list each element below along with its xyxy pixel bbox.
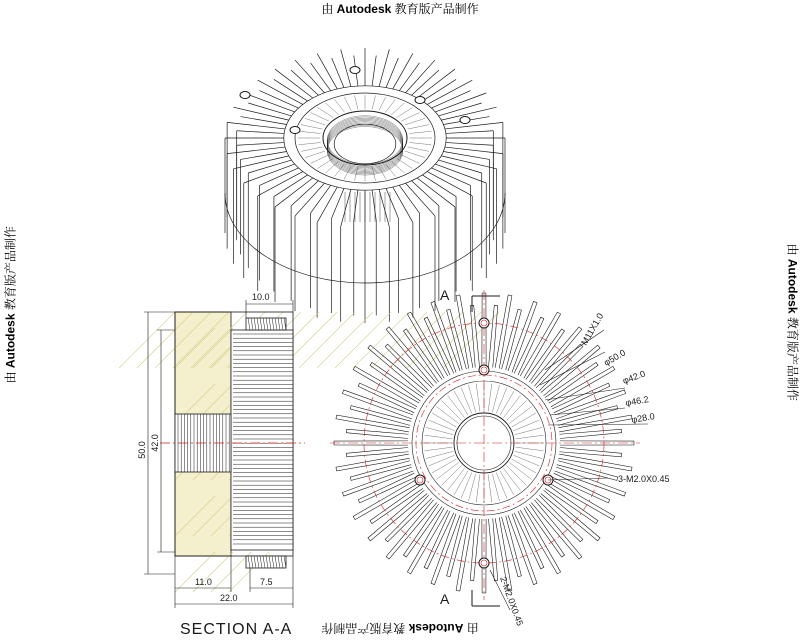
iso-fin-top <box>317 53 337 89</box>
iso-fin-top <box>372 190 376 220</box>
iso-rib <box>317 107 333 117</box>
iso-fin-top <box>441 156 496 169</box>
iso-screw-hole <box>240 92 250 99</box>
iso-bore-thread <box>327 122 403 171</box>
screw-hole <box>479 365 489 375</box>
iso-fin-top <box>354 190 358 220</box>
iso-fin-top <box>341 189 351 226</box>
iso-rib <box>305 118 325 125</box>
iso-fin-top <box>341 49 351 86</box>
dim-thread: M11X1.0 <box>579 311 606 347</box>
fin <box>489 518 498 580</box>
iso-fin-top <box>393 53 413 89</box>
iso-screw-hole <box>350 67 360 74</box>
iso-screw-hole <box>415 97 425 104</box>
front-view <box>330 287 670 627</box>
dim-d42: φ42.0 <box>621 368 647 386</box>
iso-rib <box>344 165 351 179</box>
iso-fin-top <box>237 131 284 134</box>
iso-fin-top <box>379 189 389 226</box>
rib <box>447 395 464 417</box>
iso-fin-top <box>332 188 344 218</box>
rib <box>447 468 464 490</box>
section-mark-top: A <box>440 287 450 303</box>
iso-rib <box>405 118 425 125</box>
rib <box>442 466 462 486</box>
hatch <box>335 312 391 368</box>
fin <box>555 467 626 496</box>
iso-rib <box>409 143 431 145</box>
dim-total-width: 22.0 <box>220 593 238 603</box>
iso-fin-top <box>248 103 291 116</box>
hatch <box>371 312 427 368</box>
iso-rib <box>326 103 339 115</box>
iso-rib <box>385 164 395 177</box>
rib <box>516 435 544 439</box>
fin <box>536 344 583 391</box>
fin <box>385 344 432 391</box>
dim-d28: φ28.0 <box>630 411 656 425</box>
rib <box>488 475 492 503</box>
fin <box>559 448 621 457</box>
iso-fin-top <box>393 187 413 223</box>
iso-rib <box>397 107 413 117</box>
iso-rib <box>401 113 419 121</box>
iso-bore-inner <box>334 124 396 164</box>
rib <box>503 395 520 417</box>
fin <box>346 448 408 457</box>
fin <box>342 467 413 496</box>
hatch <box>353 312 409 368</box>
iso-rib <box>301 147 322 151</box>
isometric-view <box>225 48 505 323</box>
iso-rib <box>299 143 321 145</box>
iso-fin-top <box>439 160 482 173</box>
watermark-left: 由 Autodesk 教育版产品制作 <box>3 226 18 384</box>
iso-screw-hole <box>290 127 300 134</box>
dim-bottom-left: 11.0 <box>195 577 212 587</box>
hatch <box>119 312 175 368</box>
iso-rib <box>379 165 386 179</box>
rib <box>436 462 458 479</box>
rib <box>476 475 480 503</box>
leader-lines <box>490 330 648 610</box>
fin-block <box>231 330 293 550</box>
rib <box>425 447 453 451</box>
dim-top-width: 10.0 <box>252 292 270 302</box>
iso-rib <box>372 95 376 109</box>
iso-fin-top <box>317 187 337 223</box>
fin <box>555 390 626 419</box>
iso-fin-top <box>248 160 291 173</box>
iso-fin-top <box>332 58 344 88</box>
iso-rib <box>311 113 329 121</box>
iso-bore-thread <box>327 121 403 170</box>
iso-rib <box>317 158 333 168</box>
iso-fin-top <box>386 188 398 218</box>
iso-rib <box>391 103 404 115</box>
rib <box>512 459 536 473</box>
fin <box>342 390 413 419</box>
screw-hole <box>479 558 489 568</box>
front-dimension-texts <box>498 311 669 627</box>
iso-fin-top <box>237 143 284 146</box>
iso-fin-top <box>446 131 493 134</box>
iso-rib <box>354 95 358 109</box>
fin <box>385 495 432 542</box>
rib <box>454 471 468 495</box>
iso-rib <box>408 125 429 129</box>
section-mark-bottom: A <box>440 591 450 607</box>
iso-fin-top <box>446 143 493 146</box>
rib <box>432 459 456 473</box>
iso-fin-top <box>227 147 285 154</box>
iso-fin-top <box>445 147 503 154</box>
iso-rib <box>405 151 425 158</box>
iso-rib <box>311 155 329 163</box>
fin <box>508 514 537 585</box>
iso-rib <box>334 100 344 113</box>
section-caption: SECTION A-A <box>180 621 293 638</box>
hatch <box>299 312 355 368</box>
iso-rib <box>408 147 429 151</box>
dim-bottom-right: 7.5 <box>260 577 273 587</box>
iso-fin-top <box>372 56 376 86</box>
iso-fin-top <box>233 156 288 169</box>
rib <box>507 466 527 486</box>
rib <box>516 447 544 451</box>
rib <box>442 401 462 421</box>
iso-rib <box>305 151 325 158</box>
dim-d50: φ50.0 <box>602 347 628 368</box>
rib <box>507 401 527 421</box>
rib <box>488 384 492 412</box>
iso-fin-top <box>439 103 482 116</box>
iso-rib <box>334 164 344 177</box>
fin <box>346 429 408 438</box>
iso-fin-top <box>386 58 398 88</box>
iso-rib <box>397 158 413 168</box>
rib <box>509 462 531 479</box>
rib <box>500 471 514 495</box>
iso-rib <box>385 100 395 113</box>
rib <box>436 406 458 423</box>
iso-fin-top <box>311 63 331 91</box>
iso-screw-hole <box>460 117 470 124</box>
fin <box>431 514 460 585</box>
iso-fin-top <box>233 107 288 120</box>
iso-fin-top <box>379 49 389 86</box>
iso-rib <box>301 125 322 129</box>
rib <box>425 435 453 439</box>
watermark-bottom: 由 Autodesk 教育版产品制作 <box>321 621 479 635</box>
iso-fin-top <box>445 122 503 129</box>
watermark-top: 由 Autodesk 教育版产品制作 <box>321 2 479 16</box>
dim-holes2: 2-M2.0X0.45 <box>498 575 526 628</box>
fin <box>470 518 479 580</box>
dim-d46: φ46.2 <box>624 394 650 408</box>
fin <box>536 495 583 542</box>
screw-hole <box>415 475 425 485</box>
section-view <box>119 292 499 638</box>
iso-fin-top <box>399 185 419 213</box>
iso-fin-top <box>227 122 285 129</box>
iso-rib <box>299 131 321 133</box>
rib <box>432 413 456 427</box>
fin <box>508 301 537 372</box>
rib <box>509 406 531 423</box>
iso-rib <box>344 97 351 111</box>
fin <box>431 301 460 372</box>
hatch <box>317 312 373 368</box>
rib <box>503 468 520 490</box>
rib <box>454 391 468 415</box>
iso-fin-top <box>399 63 419 91</box>
iso-rib <box>379 97 386 111</box>
dim-outer-height: 50.0 <box>137 441 147 459</box>
iso-rib <box>401 155 419 163</box>
watermark-right: 由 Autodesk 教育版产品制作 <box>785 243 800 401</box>
rib <box>476 384 480 412</box>
rib <box>500 391 514 415</box>
iso-fin-top <box>311 185 331 213</box>
iso-rib <box>409 131 431 133</box>
rib <box>512 413 536 427</box>
dim-holes3: 3-M2.0X0.45 <box>618 474 670 484</box>
screw-hole <box>479 318 489 328</box>
section-markers <box>440 287 500 607</box>
dim-inner-height: 42.0 <box>150 434 160 452</box>
fin <box>559 429 621 438</box>
